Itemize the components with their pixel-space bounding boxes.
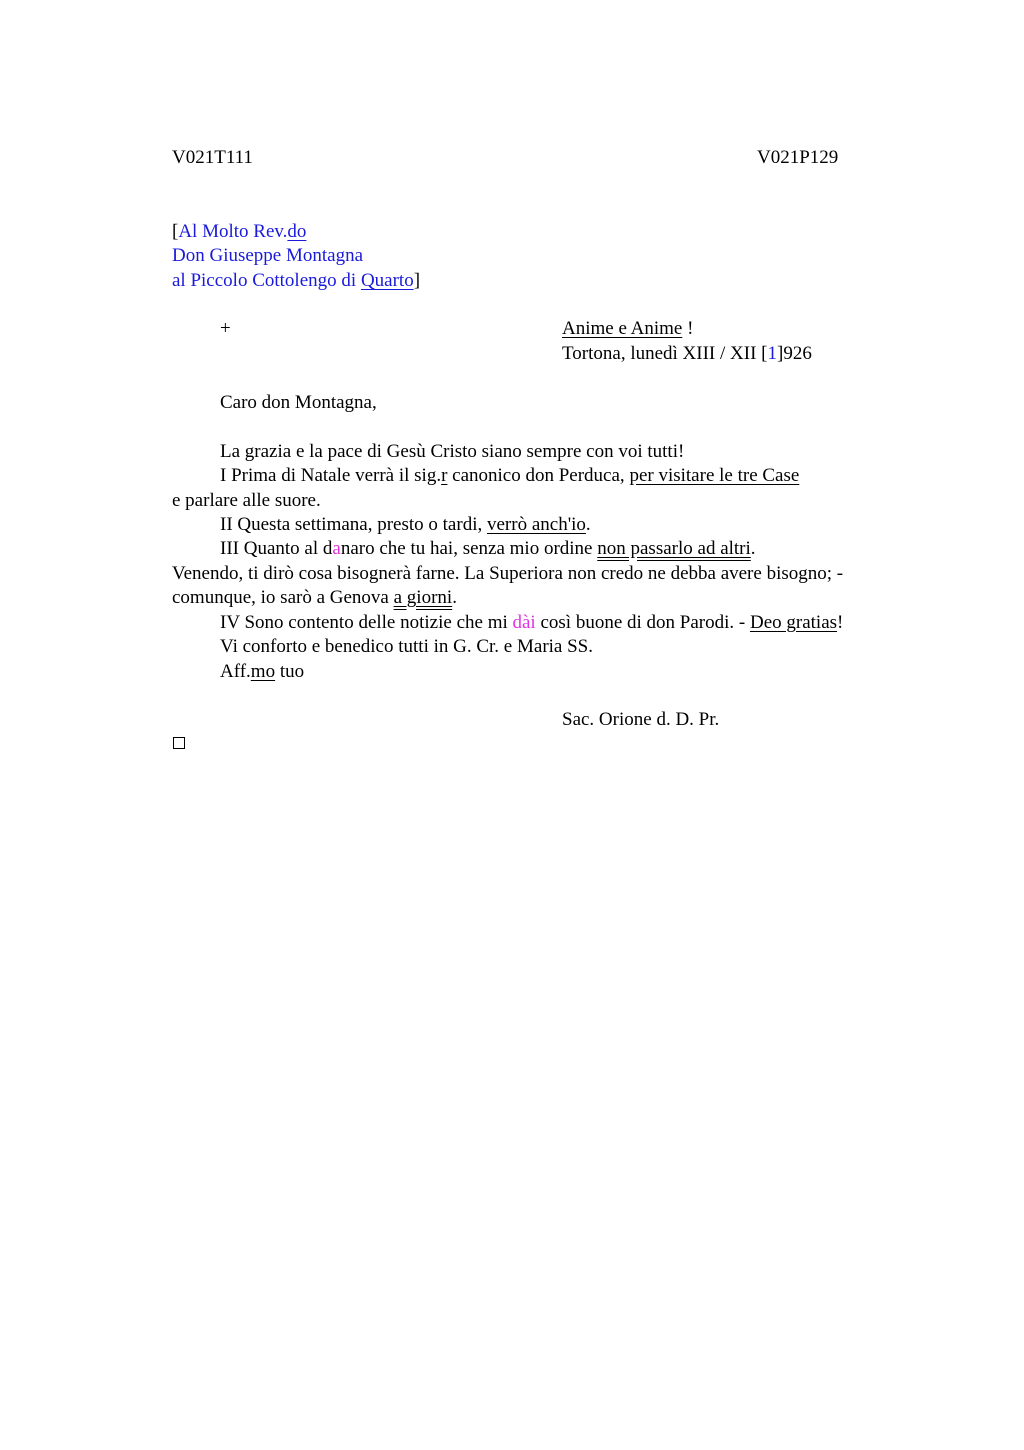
p3-cont-double-underlined: a giorni <box>393 587 453 608</box>
p1-text-2: canonico don Perduca, <box>447 465 630 486</box>
motto-exclamation: ! <box>682 318 694 339</box>
address-title-superscript: do <box>287 221 307 242</box>
address-close-bracket: ] <box>413 270 421 291</box>
salutation: Caro don Montagna, <box>220 392 377 413</box>
p2-period: . <box>585 514 591 535</box>
date-year: ]926 <box>777 343 812 364</box>
p1-text: I Prima di Natale verrà il sig. <box>220 465 442 486</box>
p2-text: II Questa settimana, presto o tardi, <box>220 514 487 535</box>
closing-text: Aff. <box>220 661 251 682</box>
date-editorial-digit: 1 <box>767 343 777 364</box>
paragraph-1-continuation: e parlare alle suore. <box>172 490 321 511</box>
closing-text-2: tuo <box>275 661 305 682</box>
cross-symbol: + <box>220 318 231 339</box>
motto-text: Anime e Anime <box>562 318 683 339</box>
closing <box>220 660 304 684</box>
address-open-bracket: [ <box>172 221 179 242</box>
blessing: Vi conforto e benedico tutti in G. Cr. e Maria SS. <box>220 636 593 657</box>
paragraph-4 <box>220 611 843 635</box>
end-mark-square-icon <box>173 737 185 749</box>
p3-correction: a <box>332 538 341 559</box>
paragraph-3-continuation-2 <box>172 586 457 610</box>
address-line-2: Don Giuseppe Montagna <box>172 245 364 266</box>
date-text: Tortona, lunedì XIII / XII [ <box>562 343 768 364</box>
p3-period: . <box>750 538 756 559</box>
p2-underlined: verrò anch'io <box>486 514 586 535</box>
paragraph-2 <box>220 513 591 537</box>
address-title: Al Molto Rev. <box>178 221 288 242</box>
address-line-1 <box>172 220 306 244</box>
address-place-quarto: Quarto <box>360 270 414 291</box>
paragraph-3 <box>220 537 756 561</box>
address-line-3 <box>172 269 420 293</box>
p4-exclamation: ! <box>837 612 844 633</box>
signature: Sac. Orione d. D. Pr. <box>562 709 720 730</box>
p4-text-2: così buone di don Parodi. - <box>535 612 750 633</box>
p3-text-2: naro che tu hai, senza mio ordine <box>340 538 598 559</box>
motto <box>562 317 693 341</box>
date-line <box>562 342 812 366</box>
p1-superscript: r <box>441 465 448 486</box>
paragraph-3-continuation-1: Venendo, ti dirò cosa bisognerà farne. La Superiora non credo ne debba avere bisogno; - <box>172 563 844 584</box>
p4-correction: dài <box>512 612 536 633</box>
document-code-left: V021T111 <box>172 147 253 168</box>
closing-superscript: mo <box>250 661 276 682</box>
p4-text: IV Sono contento delle notizie che mi <box>220 612 513 633</box>
p3-double-underlined: non passarlo ad altri <box>597 538 751 559</box>
p3-cont-text: comunque, io sarò a Genova <box>172 587 394 608</box>
p1-underlined: per visitare le tre Case <box>629 465 800 486</box>
paragraph-1 <box>220 464 799 488</box>
greeting: La grazia e la pace di Gesù Cristo siano sempre con voi tutti! <box>220 441 685 462</box>
address-place: al Piccolo Cottolengo di <box>172 270 361 291</box>
p4-underlined: Deo gratias <box>749 612 838 633</box>
p3-text: III Quanto al d <box>220 538 333 559</box>
p3-cont-period: . <box>452 587 457 608</box>
document-code-right: V021P129 <box>757 147 839 168</box>
